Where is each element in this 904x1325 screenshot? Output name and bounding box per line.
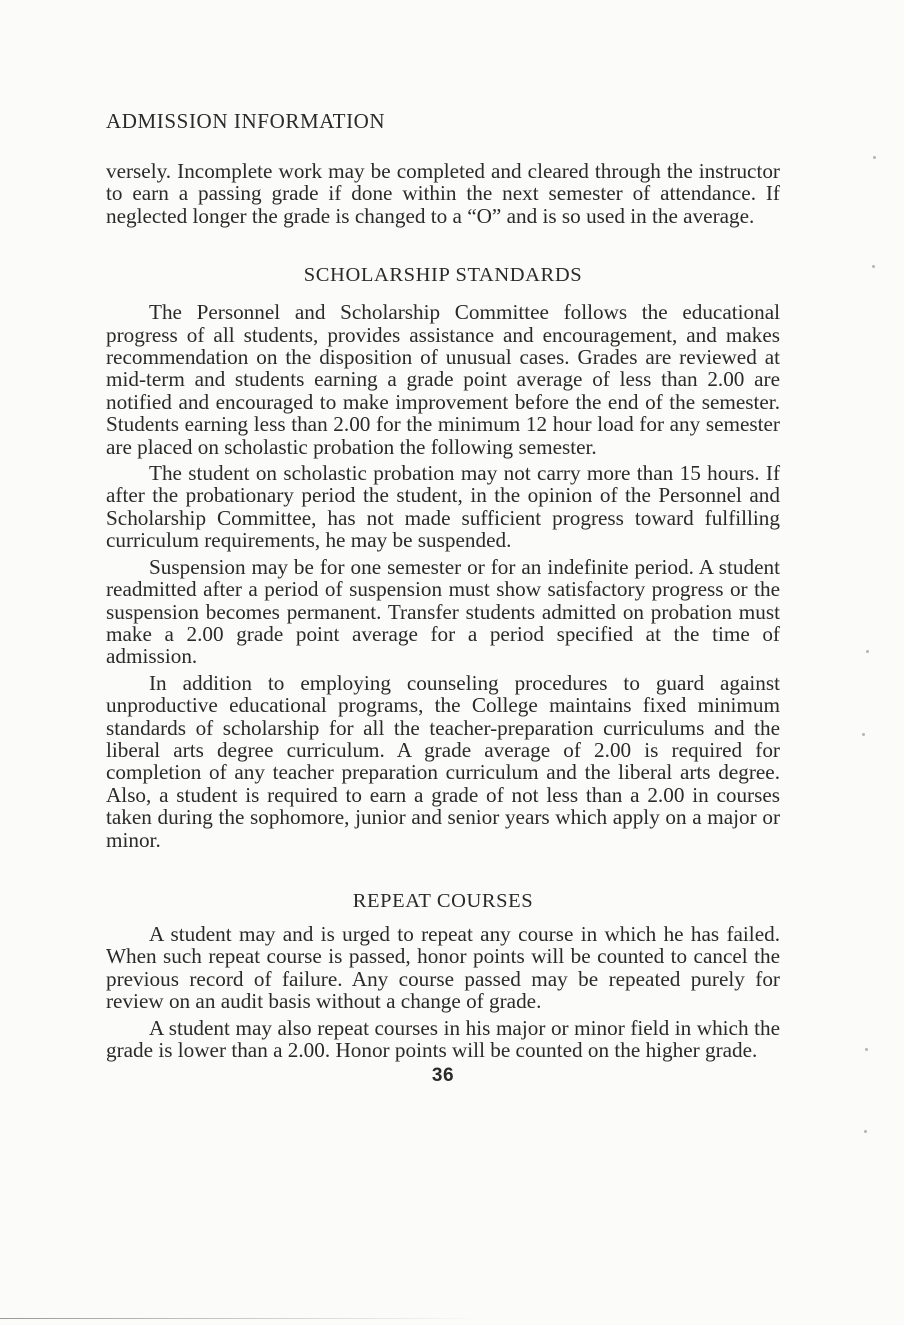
scholarship-standards-heading: SCHOLARSHIP STANDARDS [303,264,583,287]
scan-edge-line [0,1318,480,1319]
repeat-paragraph-2: A student may also repeat courses in his major or minor field in which the grade is lower than a 2.00. Honor points will be counted on the higher grade. [106,1015,780,1062]
scholarship-paragraph-2: The student on scholastic probation may not carry more than 15 hours. If after the probationary period the student, in the opinion of the Personnel and Scholarship Committee, has not made sufficient progress toward fulfilling curriculum requirements, he may be suspended. [106,461,780,553]
scholarship-paragraph-4: In addition to employing counseling procedures to guard against unproductive educational programs, the College maintains fixed minimum standards of scholarship for all the teacher-preparation curriculums and the liberal arts degree curriculum. A grade average of 2.00 is required for completion of any teacher preparation curriculum and the liberal arts degree. Also, a student is required to earn a grade of not less than a 2.00 in courses taken during the sophomore, junior and senior years which apply on a major or minor. [106,670,780,852]
scholarship-paragraph-3: Suspension may be for one semester or for an indefinite period. A student readmitted after a period of suspension must show satisfactory progress or the suspension becomes permanent. Transfer students admitted on probation must make a 2.00 grade point average for a period specified at the time of admission. [106,554,780,669]
intro-paragraph: versely. Incomplete work may be completed and cleared through the instructor to earn a passing grade if done within the next semester of attendance. If neglected longer the grade is changed to a “O” and is so used in the average. [106,159,780,228]
scan-speck [864,1130,867,1133]
page-number: 36 [431,1065,455,1087]
repeat-paragraph-1: A student may and is urged to repeat any course in which he has failed. When such repeat course is passed, honor points will be counted to cancel the previous record of failure. Any course passed may be repeated purely for review on an audit basis without a change of grade. [106,921,780,1014]
scan-speck [872,265,875,268]
running-head: ADMISSION INFORMATION [106,109,386,133]
repeat-courses-heading: REPEAT COURSES [352,889,534,912]
scan-speck [873,156,876,159]
scan-speck [865,1048,868,1051]
document-page [106,108,780,1087]
scan-speck [862,733,865,736]
scholarship-paragraph-1: The Personnel and Scholarship Committee follows the educational progress of all students, provides assistance and encouragement, and makes recommendation on the disposition of unusual cases. Grades are reviewed at mid-term and students earning a grade point average of less than 2.00 are notified and encouraged to make improvement before the end of the semester. Students earning less than 2.00 for the minimum 12 hour load for any semester are placed on scholastic probation the following semester. [106,300,780,459]
scan-speck [866,650,869,653]
